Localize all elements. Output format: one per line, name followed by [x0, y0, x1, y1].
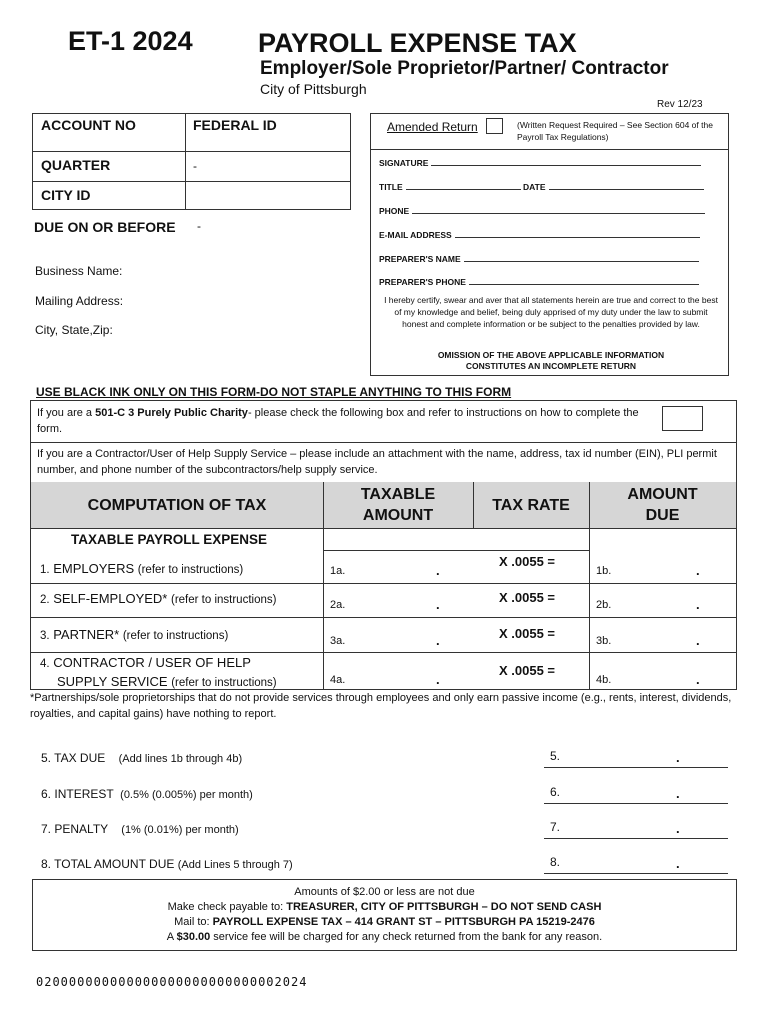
- col-due-line1: AMOUNT: [627, 486, 698, 503]
- title-label: TITLE: [379, 182, 403, 192]
- field-6-underline: [544, 803, 728, 804]
- decimal-dot: .: [436, 597, 440, 612]
- table-divider: [31, 442, 736, 443]
- account-divider: [185, 114, 186, 210]
- scan-line-number: 020000000000000000000000000002024: [36, 975, 308, 989]
- col-tax-rate: TAX RATE: [492, 497, 570, 514]
- col-line: [473, 482, 474, 528]
- line-5-label: [41, 751, 242, 765]
- rate-4: X .0055 =: [499, 663, 556, 678]
- field-2a[interactable]: 2a.: [330, 599, 346, 611]
- charity-checkbox[interactable]: [662, 406, 703, 431]
- row-4-label: [40, 654, 277, 692]
- field-5-underline: [544, 767, 728, 768]
- rate-3: X .0055 =: [499, 626, 556, 641]
- city-state-zip-label: City, State,Zip:: [35, 323, 113, 337]
- charity-suffix: - please check the following box and refer to instructions on how to complete the form.: [37, 407, 639, 435]
- field-4a[interactable]: 4a.: [330, 674, 346, 686]
- line-7-label: [41, 822, 239, 836]
- decimal-dot: .: [696, 633, 700, 648]
- col-line: [323, 482, 324, 690]
- col-taxable-line2: AMOUNT: [362, 507, 434, 524]
- decimal-dot: .: [696, 597, 700, 612]
- row-3-num: 3.: [40, 630, 50, 642]
- field-7[interactable]: 7.: [550, 820, 561, 834]
- quarter-value[interactable]: -: [193, 159, 197, 173]
- decimal-dot: .: [696, 672, 700, 687]
- account-no-label: ACCOUNT NO: [41, 117, 136, 133]
- rate-2: X .0055 =: [499, 590, 556, 605]
- line-8-label: [41, 857, 293, 871]
- line-6-title: INTEREST: [54, 787, 114, 801]
- row-divider: [31, 583, 736, 584]
- row-1-title: EMPLOYERS: [53, 561, 135, 576]
- form-city: City of Pittsburgh: [260, 81, 367, 97]
- row-3-title: PARTNER*: [53, 627, 120, 642]
- city-id-row: [33, 182, 350, 210]
- line-6-label: [41, 787, 253, 801]
- line-8-note: (Add Lines 5 through 7): [177, 859, 293, 871]
- field-4b[interactable]: 4b.: [596, 674, 612, 686]
- line-5-title: TAX DUE: [54, 751, 106, 765]
- amended-return-label: Amended Return: [387, 120, 478, 134]
- signature-box: [370, 113, 729, 376]
- preparer-name-label: PREPARER'S NAME: [379, 254, 461, 264]
- city-id-label: CITY ID: [41, 187, 91, 203]
- decimal-dot: .: [436, 633, 440, 648]
- decimal-dot: .: [676, 786, 680, 801]
- black-ink-notice: USE BLACK INK ONLY ON THIS FORM-DO NOT STAPLE ANYTHING TO THIS FORM: [36, 385, 512, 399]
- payment-line-2: [33, 900, 736, 915]
- line-8-title: TOTAL AMOUNT DUE: [54, 857, 175, 871]
- payment-line-3-bold: PAYROLL EXPENSE TAX – 414 GRANT ST – PITTSBURGH PA 15219-2476: [212, 916, 595, 928]
- line-6-note: (0.5% (0.005%) per month): [120, 789, 253, 801]
- due-date-value[interactable]: -: [197, 219, 201, 233]
- payment-line-4: [33, 930, 736, 945]
- quarter-row: [33, 152, 350, 182]
- field-3b[interactable]: 3b.: [596, 635, 612, 647]
- signature-line[interactable]: [379, 157, 701, 168]
- footnote: *Partnerships/sole proprietorships that do not provide services through employees and only earn passive income (e.g., rents, interest, dividends, royalties, and capital gains) have nothing to report.: [30, 692, 732, 720]
- field-6[interactable]: 6.: [550, 785, 561, 799]
- payment-line-4-bold: $30.00: [176, 931, 211, 943]
- line-5-num: 5.: [41, 751, 52, 765]
- line-5-note: (Add lines 1b through 4b): [118, 753, 243, 765]
- row-4-num: 4.: [40, 658, 50, 670]
- field-5[interactable]: 5.: [550, 749, 561, 763]
- col-taxable-amount: [323, 484, 473, 526]
- line-8-num: 8.: [41, 857, 52, 871]
- amended-return-note: (Written Request Required – See Section 604 of the Payroll Tax Regulations): [517, 120, 713, 142]
- field-3a[interactable]: 3a.: [330, 635, 346, 647]
- row-1-label: [40, 561, 243, 576]
- amended-return-checkbox[interactable]: [486, 118, 503, 134]
- preparer-name-line[interactable]: [379, 253, 699, 264]
- email-label: E-MAIL ADDRESS: [379, 230, 452, 240]
- payment-line-1: Amounts of $2.00 or less are not due: [294, 886, 475, 898]
- table-divider: [31, 528, 736, 529]
- charity-prefix: If you are a: [37, 407, 96, 419]
- contractor-instruction: If you are a Contractor/User of Help Supply Service – please include an attachment with the name, address, tax id number (EIN), PLI permit number, and phone number of the subcontractors/help supply service.: [37, 448, 717, 476]
- payment-line-2-bold: TREASURER, CITY OF PITTSBURGH – DO NOT SEND CASH: [286, 901, 602, 913]
- form-title: PAYROLL EXPENSE TAX: [258, 28, 577, 58]
- omission-line-1: OMISSION OF THE ABOVE APPLICABLE INFORMATION: [437, 350, 665, 360]
- decimal-dot: .: [436, 672, 440, 687]
- field-1b[interactable]: 1b.: [596, 565, 612, 577]
- section-label: TAXABLE PAYROLL EXPENSE: [71, 532, 268, 547]
- row-4-title-2: SUPPLY SERVICE: [57, 674, 168, 689]
- charity-bold: 501-C 3 Purely Public Charity: [95, 407, 248, 419]
- line-7-note: (1% (0.01%) per month): [121, 824, 239, 836]
- field-1a[interactable]: 1a.: [330, 565, 346, 577]
- account-row: [33, 114, 350, 152]
- mailing-address-label: Mailing Address:: [35, 294, 124, 308]
- row-1-num: 1.: [40, 564, 50, 576]
- decimal-dot: .: [676, 750, 680, 765]
- due-date-label: DUE ON OR BEFORE: [34, 219, 176, 235]
- date-label: DATE: [522, 182, 546, 192]
- payment-line-4-suffix: service fee will be charged for any check returned from the bank for any reason.: [210, 931, 603, 943]
- account-box: [32, 113, 351, 210]
- phone-label: PHONE: [379, 206, 410, 216]
- field-8-underline: [544, 873, 728, 874]
- preparer-phone-line[interactable]: [379, 276, 699, 287]
- line-7-title: PENALTY: [54, 822, 108, 836]
- charity-instruction: [37, 405, 657, 437]
- rate-1: X .0055 =: [499, 554, 556, 569]
- title-date-line[interactable]: [379, 181, 704, 192]
- col-amount-due: [589, 484, 736, 526]
- row-top: [323, 550, 590, 551]
- field-8[interactable]: 8.: [550, 855, 561, 869]
- row-2-num: 2.: [40, 594, 50, 606]
- row-divider: [31, 617, 736, 618]
- business-name-label: Business Name:: [35, 264, 123, 278]
- payment-line-3-prefix: Mail to:: [174, 916, 213, 928]
- preparer-phone-label: PREPARER'S PHONE: [379, 277, 466, 287]
- phone-line[interactable]: [379, 205, 705, 216]
- row-divider: [31, 652, 736, 653]
- payment-instructions: [32, 879, 737, 951]
- row-3-label: [40, 627, 228, 642]
- col-computation: COMPUTATION OF TAX: [87, 497, 267, 514]
- decimal-dot: .: [676, 821, 680, 836]
- omission-line-2: CONSTITUTES AN INCOMPLETE RETURN: [465, 361, 637, 371]
- row-2-note: (refer to instructions): [171, 594, 277, 606]
- decimal-dot: .: [436, 563, 440, 578]
- row-3-note: (refer to instructions): [122, 630, 229, 642]
- email-line[interactable]: [379, 229, 700, 240]
- form-revision: Rev 12/23: [657, 99, 703, 110]
- col-due-line2: DUE: [645, 507, 680, 524]
- decimal-dot: .: [696, 563, 700, 578]
- payment-line-3: [33, 915, 736, 930]
- sig-divider: [371, 149, 728, 150]
- payment-line-4-prefix: A: [166, 931, 177, 943]
- signature-label: SIGNATURE: [379, 158, 429, 168]
- line-7-num: 7.: [41, 822, 52, 836]
- certification-text: I hereby certify, swear and aver that all statements herein are true and correct to the best of my knowledge and belief, being duly apprised of my duty under the law to submit honest and complete information or be subject to the penalties provided by law.: [384, 295, 718, 329]
- form-code: ET-1 2024: [68, 26, 193, 56]
- row-2-label: [40, 591, 276, 606]
- col-line: [589, 482, 590, 690]
- field-2b[interactable]: 2b.: [596, 599, 612, 611]
- line-6-num: 6.: [41, 787, 52, 801]
- decimal-dot: .: [676, 856, 680, 871]
- col-taxable-line1: TAXABLE: [360, 486, 436, 503]
- row-1-note: (refer to instructions): [137, 564, 244, 576]
- federal-id-label: FEDERAL ID: [193, 117, 277, 133]
- quarter-label: QUARTER: [41, 157, 111, 173]
- form-subtitle: Employer/Sole Proprietor/Partner/ Contractor: [260, 58, 669, 79]
- payment-line-2-prefix: Make check payable to:: [167, 901, 287, 913]
- field-7-underline: [544, 838, 728, 839]
- row-4-note: (refer to instructions): [171, 677, 277, 689]
- omission-notice: [381, 350, 721, 372]
- row-2-title: SELF-EMPLOYED*: [53, 591, 168, 606]
- row-4-title: CONTRACTOR / USER OF HELP: [53, 655, 251, 670]
